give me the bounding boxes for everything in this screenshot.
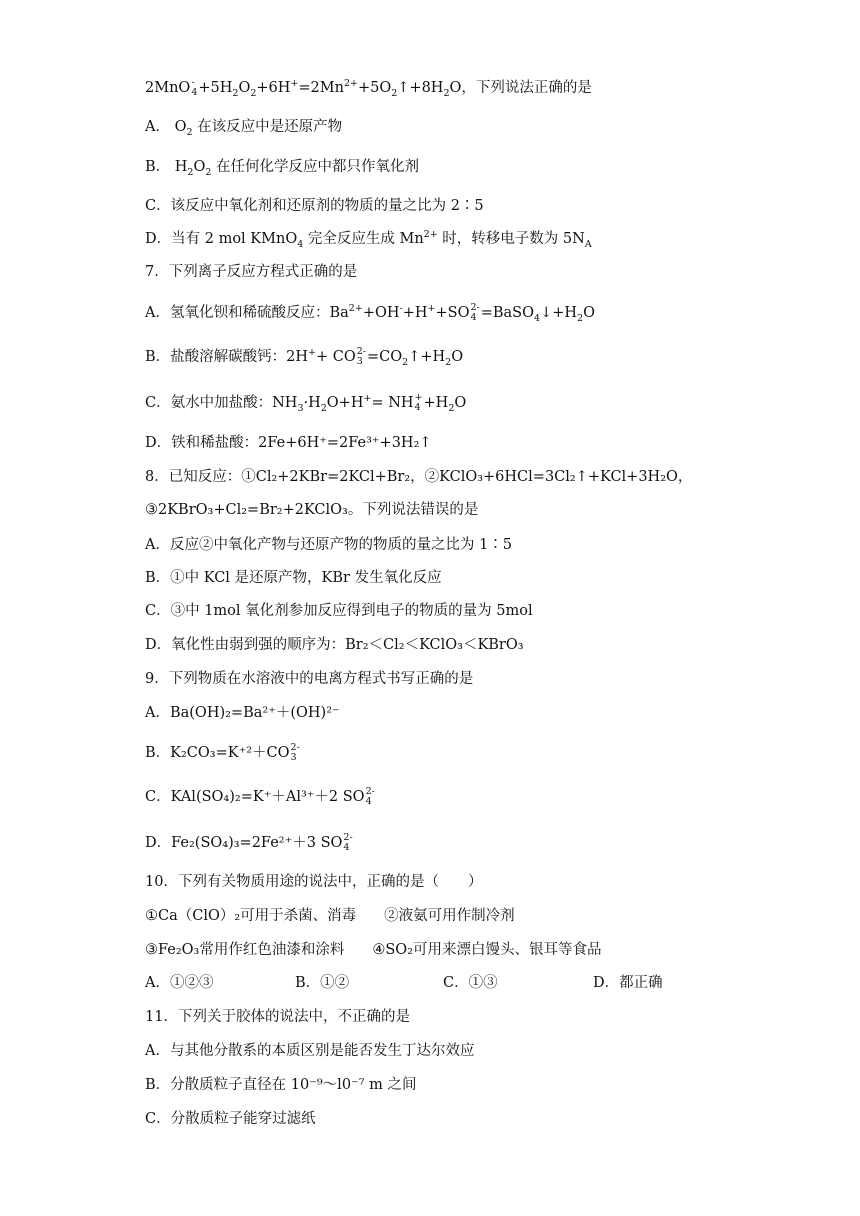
q6-equation-line	[145, 78, 592, 98]
q10-stem: 10．下列有关物质用途的说法中，正确的是（ ）	[145, 874, 483, 890]
q10-option-b: B．①②	[295, 975, 350, 991]
q6-option-c: C．该反应中氧化剂和还原剂的物质的量之比为 2∶5	[145, 198, 484, 214]
q8-option-b: B．①中 KCl 是还原产物，KBr 发生氧化反应	[145, 570, 442, 586]
q8-option-d: D．氧化性由弱到强的顺序为：Br₂＜Cl₂＜KClO₃＜KBrO₃	[145, 637, 524, 653]
q6-option-b: B． $H_2O_2$ 在任何化学反应中都只作氧化剂	[145, 159, 420, 178]
q9-option-c: C．KAl(SO₄)₂=K⁺＋Al³⁺＋2 SO 2- 4	[145, 786, 375, 807]
q11-option-a: A．与其他分散系的本质区别是能否发生丁达尔效应	[145, 1043, 475, 1059]
q10-option-c: C．①③	[443, 975, 498, 991]
q6-question-text: ，下列说法正确的是	[461, 80, 592, 96]
q9-option-b: B．K₂CO₃=K⁺²＋CO 2- 3	[145, 742, 300, 763]
q8-option-a: A．反应②中氧化产物与还原产物的物质的量之比为 1∶5	[145, 537, 513, 553]
q8-option-c: C．③中 1mol 氧化剂参加反应得到电子的物质的量为 5mol	[145, 603, 533, 619]
q8-stem-line-1: 8．已知反应：①Cl₂+2KBr=2KCl+Br₂，②KClO₃+6HCl=3Cl₂↑+KCl+3H₂O，	[145, 469, 693, 485]
q10-items-row-2	[145, 940, 602, 960]
q7-option-c: C．氨水中加盐酸：$NH_3\cdot H_2O+H^+=$ NH + 4 $+H_2O$	[145, 392, 467, 414]
q8-stem-line-2: ③2KBrO₃+Cl₂=Br₂+2KClO₃。下列说法错误的是	[145, 502, 479, 518]
q11-option-c: C．分散质粒子能穿过滤纸	[145, 1111, 316, 1127]
q10-option-a: A．①②③	[145, 975, 214, 991]
q10-item-4: ④SO₂可用来漂白馒头、银耳等食品	[372, 942, 602, 958]
q6-option-d: D．当有 2 mol KMnO$_4$ 完全反应生成 $Mn^{2+}$ 时，转移电子数为 $5N_A$	[145, 229, 592, 250]
q7-option-d: D．铁和稀盐酸：2Fe+6H⁺=2Fe³⁺+3H₂↑	[145, 435, 432, 451]
q7-option-b: B．盐酸溶解碳酸钙：2H++ CO 2- 3 $=CO_2↑+H_2O$	[145, 346, 464, 368]
q10-options	[145, 973, 663, 993]
q11-stem: 11．下列关于胶体的说法中，不正确的是	[145, 1009, 410, 1025]
q6-option-a: A． $O_2$ 在该反应中是还原产物	[145, 119, 343, 138]
q10-item-3: ③Fe₂O₃常用作红色油漆和涂料	[145, 942, 345, 958]
q9-option-a: A．Ba(OH)₂=Ba²⁺＋(OH)²⁻	[145, 705, 340, 721]
q10-option-d: D．都正确	[593, 975, 663, 991]
q7-stem: 7．下列离子反应方程式正确的是	[145, 264, 358, 280]
q9-stem: 9．下列物质在水溶液中的电离方程式书写正确的是	[145, 671, 474, 687]
q10-items-row-1	[145, 906, 515, 926]
q9-option-d: D．Fe₂(SO₄)₃=2Fe²⁺＋3 SO 2- 4	[145, 832, 353, 853]
q6-equation: 2MnO - 4 $+5H_2O_2+6H^+=2Mn^{2+}+5O_2↑+8H_2O$	[145, 77, 462, 99]
q7-option-a: A．氢氧化钡和稀硫酸反应：$Ba^{2+}+OH^-+H^++SO$ 2- 4 $=BaSO_4↓+H_2O$	[145, 302, 595, 324]
q10-item-2: ②液氨可用作制冷剂	[384, 908, 515, 924]
q11-option-b: B．分散质粒子直径在 10⁻⁹～l0⁻⁷ m 之间	[145, 1077, 417, 1093]
q10-item-1: ①Ca（ClO）₂可用于杀菌、消毒	[145, 908, 357, 924]
